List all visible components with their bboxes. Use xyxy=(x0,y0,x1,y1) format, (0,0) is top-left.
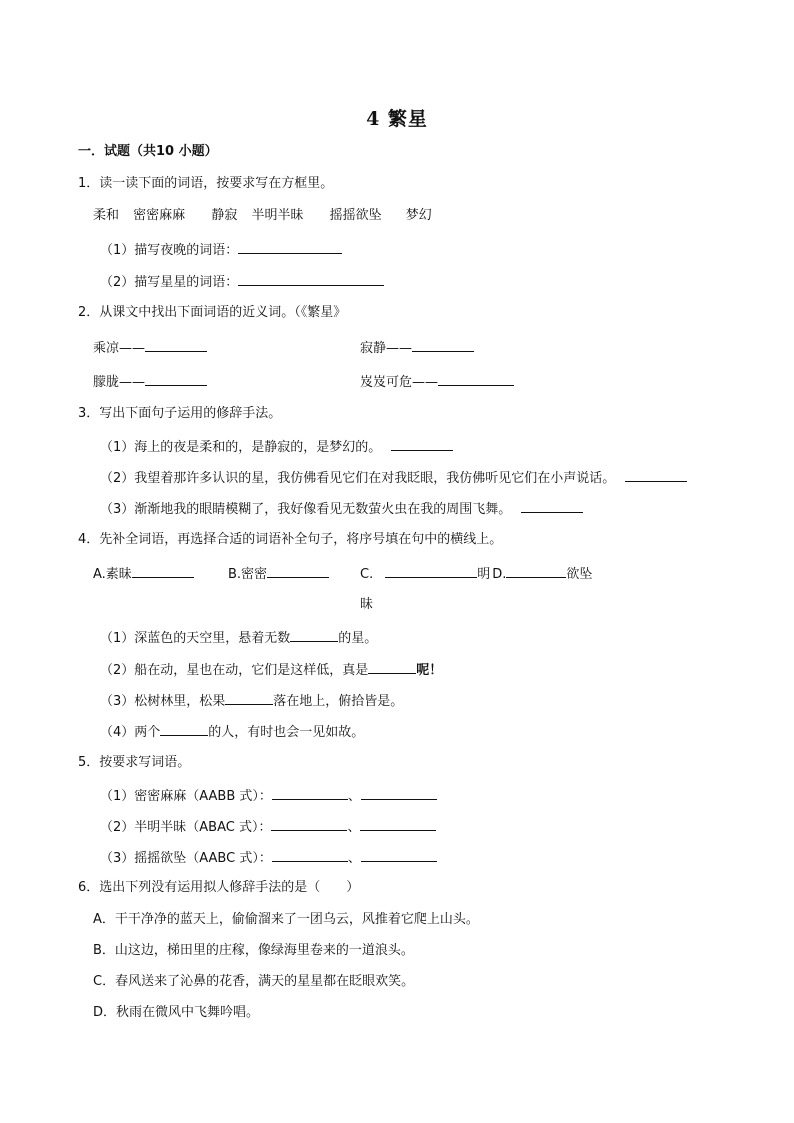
answer-blank[interactable] xyxy=(385,564,477,578)
answer-blank[interactable] xyxy=(132,564,194,578)
answer-blank[interactable] xyxy=(267,564,329,578)
q4-item-2-tail: 呢！ xyxy=(416,663,443,678)
q4-stem: 4．先补全词语，再选择合适的词语补全句子，将序号填在句中的横线上。 xyxy=(78,532,503,547)
answer-blank[interactable] xyxy=(391,437,453,451)
q4-item-3-text: （3）松树林里，松果 xyxy=(100,694,226,709)
answer-blank[interactable] xyxy=(438,372,514,386)
q1-word-list xyxy=(93,207,432,225)
q3-item-2-text: （2）我望着那许多认识的星，我仿佛看见它们在对我眨眼，我仿佛听见它们在小声说话。 xyxy=(100,471,616,486)
section-heading: 一．试题（共10 小题） xyxy=(78,144,218,159)
q1-item-2 xyxy=(100,272,384,292)
q4-option-a xyxy=(93,564,194,584)
page-title: 4 繁星 xyxy=(366,108,428,130)
q1-word: 半明半昧 xyxy=(251,208,304,223)
answer-blank[interactable] xyxy=(238,272,384,286)
q6-option-c[interactable]: C．春风送来了沁鼻的花香，满天的星星都在眨眼欢笑。 xyxy=(93,974,415,989)
answer-blank[interactable] xyxy=(271,817,347,831)
q1-word: 摇摇欲坠 xyxy=(329,208,382,223)
answer-blank[interactable] xyxy=(145,338,207,352)
q2-item-d-text: 岌岌可危—— xyxy=(360,375,439,390)
q4-option-d-text: D. xyxy=(492,567,507,582)
answer-blank[interactable] xyxy=(360,817,436,831)
q5-item-3-text: （3）摇摇欲坠（AABC 式）： xyxy=(100,851,272,866)
q4-item-1-tail: 的星。 xyxy=(338,631,378,646)
q2-item-a xyxy=(93,338,207,358)
q3-item-3-text: （3）渐渐地我的眼睛模糊了，我好像看见无数萤火虫在我的周围飞舞。 xyxy=(100,502,512,517)
q5-item-1 xyxy=(100,786,437,806)
q1-item-1-text: （1）描写夜晚的词语： xyxy=(100,243,239,258)
q3-item-3 xyxy=(100,499,583,519)
q2-item-c xyxy=(93,372,207,392)
q3-item-2 xyxy=(100,468,687,488)
answer-blank[interactable] xyxy=(272,786,348,800)
q6-option-a[interactable]: A．干干净净的蓝天上，偷偷溜来了一团乌云，风推着它爬上山头。 xyxy=(93,912,479,927)
answer-blank[interactable] xyxy=(145,372,207,386)
q6-stem: 6．选出下列没有运用拟人修辞手法的是（ ） xyxy=(78,880,360,895)
q1-word: 密密麻麻 xyxy=(133,208,186,223)
q1-item-1 xyxy=(100,240,342,260)
q1-word: 梦幻 xyxy=(405,208,432,223)
answer-blank[interactable] xyxy=(521,499,583,513)
q6-option-b[interactable]: B．山这边，梯田里的庄稼，像绿海里卷来的一道浪头。 xyxy=(93,943,414,958)
q5-stem: 5．按要求写词语。 xyxy=(78,755,191,770)
q4-item-4-tail: 的人，有时也会一见如故。 xyxy=(208,725,365,740)
q4-option-cd xyxy=(360,564,592,584)
answer-blank[interactable] xyxy=(506,564,566,578)
answer-blank[interactable] xyxy=(368,660,416,674)
answer-blank[interactable] xyxy=(412,338,474,352)
q5-item-2-text: （2）半明半昧（ABAC 式）： xyxy=(100,820,272,835)
q4-item-3 xyxy=(100,691,403,711)
q2-item-b-text: 寂静—— xyxy=(360,341,413,356)
answer-blank[interactable] xyxy=(361,786,437,800)
q3-item-1-text: （1）海上的夜是柔和的，是静寂的，是梦幻的。 xyxy=(100,440,382,455)
separator: 、 xyxy=(347,820,361,835)
q4-option-c-suffix: 明 xyxy=(477,567,491,582)
q4-item-2 xyxy=(100,660,442,680)
q1-word: 静寂 xyxy=(211,208,238,223)
q4-item-4-text: （4）两个 xyxy=(100,725,161,740)
answer-blank[interactable] xyxy=(160,722,208,736)
q2-item-d xyxy=(360,372,514,392)
answer-blank[interactable] xyxy=(361,848,437,862)
q6-option-d[interactable]: D．秋雨在微风中飞舞吟唱。 xyxy=(93,1005,260,1020)
q2-stem: 2．从课文中找出下面词语的近义词。（《繁星》 xyxy=(78,305,347,320)
q5-item-3 xyxy=(100,848,437,868)
q5-item-2 xyxy=(100,817,436,837)
q2-item-a-text: 乘凉—— xyxy=(93,341,146,356)
q4-item-4 xyxy=(100,722,364,742)
q1-stem: 1．读一读下面的词语，按要求写在方框里。 xyxy=(78,176,334,191)
q4-item-2-text: （2）船在动，星也在动，它们是这样低，真是 xyxy=(100,663,369,678)
q4-option-b-text: B.密密 xyxy=(228,567,268,582)
separator: 、 xyxy=(347,851,361,866)
q4-option-d-suffix: 欲坠 xyxy=(566,567,593,582)
answer-blank[interactable] xyxy=(238,240,342,254)
q3-stem: 3．写出下面句子运用的修辞手法。 xyxy=(78,406,282,421)
q5-item-1-text: （1）密密麻麻（AABB 式）： xyxy=(100,789,272,804)
answer-blank[interactable] xyxy=(290,628,338,642)
q1-word: 柔和 xyxy=(93,208,120,223)
q4-option-c-text: C. xyxy=(360,567,374,582)
separator: 、 xyxy=(347,789,361,804)
q3-item-1 xyxy=(100,437,453,457)
q2-item-c-text: 朦胧—— xyxy=(93,375,146,390)
q4-item-1-text: （1）深蓝色的天空里，悬着无数 xyxy=(100,631,291,646)
q4-item-3-tail: 落在地上，俯拾皆是。 xyxy=(273,694,404,709)
q1-item-2-text: （2）描写星星的词语： xyxy=(100,275,239,290)
q4-option-b xyxy=(228,564,329,584)
q2-item-b xyxy=(360,338,474,358)
q4-option-c-tail: 昧 xyxy=(360,597,374,612)
answer-blank[interactable] xyxy=(225,691,273,705)
answer-blank[interactable] xyxy=(625,468,687,482)
q4-item-1 xyxy=(100,628,377,648)
answer-blank[interactable] xyxy=(272,848,348,862)
q4-option-a-text: A.素昧 xyxy=(93,567,132,582)
